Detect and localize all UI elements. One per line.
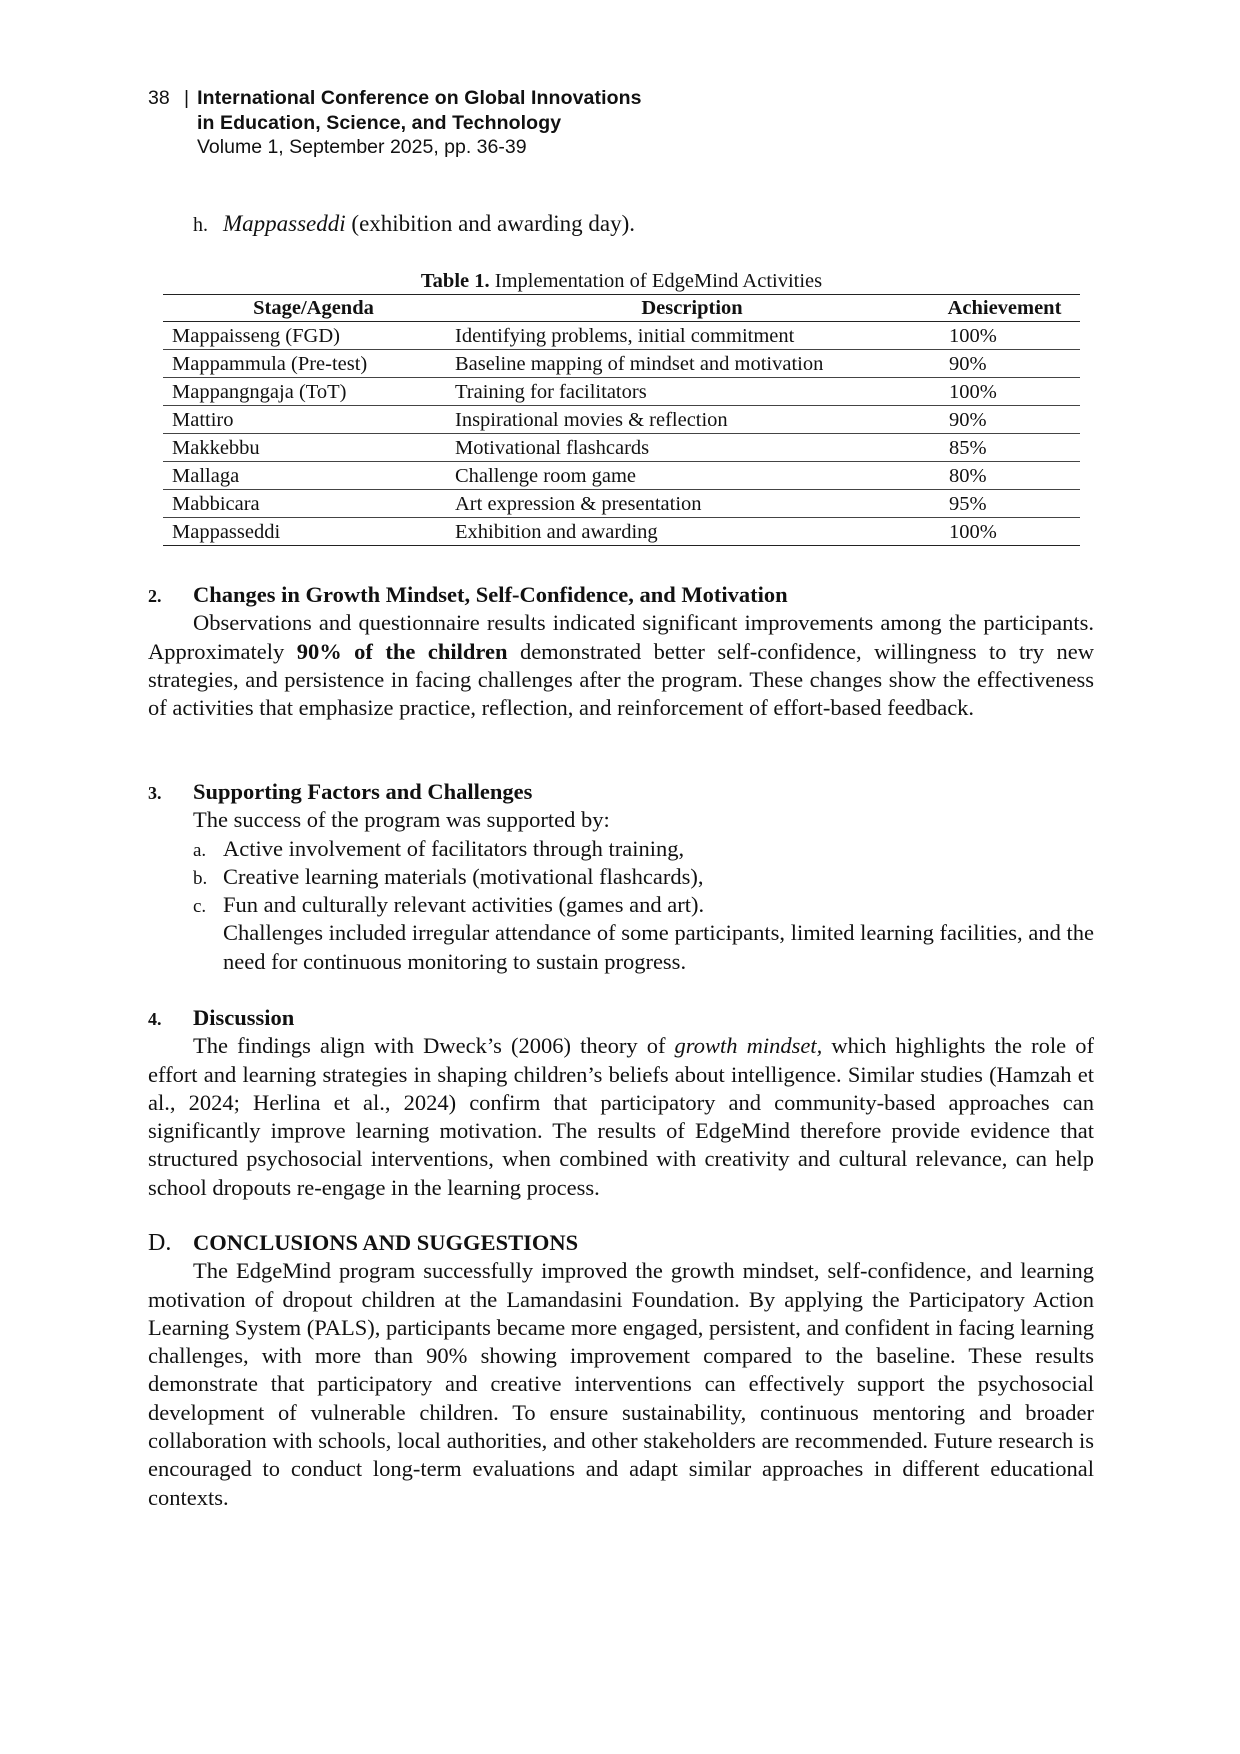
list-item [148,863,1094,891]
table-cell: Exhibition and awarding [455,518,929,546]
table-caption-text: Implementation of EdgeMind Activities [489,270,823,292]
list-item-text: Active involvement of facilitators through training, [223,835,685,861]
header-line-1 [148,86,642,111]
section-letter: D. [148,1230,172,1256]
table-cell: Mappasseddi [163,518,455,546]
column-header: Description [455,295,929,322]
table-cell: Motivational flashcards [455,434,929,462]
table-1 [163,268,1080,546]
column-header: Stage/Agenda [163,295,455,322]
table-cell: 80% [929,462,1080,490]
paragraph-text: Observations and questionnaire results indicated significant improvements among the participants. Approximately [148,610,1094,664]
list-item-text: Fun and culturally relevant activities (games and art). [223,892,705,918]
section-3 [148,778,1094,976]
section-heading [148,1004,1094,1032]
table-cell: Challenge room game [455,462,929,490]
section-title: CONCLUSIONS AND SUGGESTIONS [193,1230,579,1255]
table-row [163,434,1080,462]
conference-title-line1: International Conference on Global Innovations [197,87,642,109]
table-cell: 85% [929,434,1080,462]
table-cell: Mappangngaja (ToT) [163,378,455,406]
section-4 [148,1004,1094,1202]
table-header-row [163,295,1080,322]
page-number: 38 [148,87,170,109]
list-marker: c. [193,896,207,918]
list-item [148,891,1094,919]
table-row [163,490,1080,518]
table-cell: Mappaisseng (FGD) [163,322,455,350]
section-title: Supporting Factors and Challenges [193,779,533,804]
activities-table [163,294,1080,546]
table-caption-label: Table 1. [420,270,490,292]
paragraph-text: The findings align with Dweck’s (2006) theory of [193,1033,675,1059]
challenges-paragraph: Challenges included irregular attendance of some participants, limited learning facilities, and the need for continuous monitoring to sustain progress. [223,920,1094,974]
section-title: Changes in Growth Mindset, Self-Confidence, and Motivation [193,582,788,607]
bold-emphasis: 90% of the children [296,638,508,664]
section-number: 3. [148,783,162,803]
table-cell: 90% [929,350,1080,378]
table-cell: Training for facilitators [455,378,929,406]
table-row [163,518,1080,546]
table-cell: Baseline mapping of mindset and motivation [455,350,929,378]
section-2 [148,581,1094,722]
section-intro: The success of the program was supported by: [193,807,610,833]
table-row [163,378,1080,406]
paragraph-text: demonstrated better self-confidence, willingness to try new strategies, and persistence in facing challenges after the program. These changes show the effectiveness of activities that emphasize practice, reflection, and reinforcement of effort-based feedback. [148,638,1094,721]
table-row [163,322,1080,350]
table-row [163,406,1080,434]
list-marker: b. [193,867,208,889]
table-cell: 100% [929,518,1080,546]
table-cell: Inspirational movies & reflection [455,406,929,434]
running-header [148,86,642,160]
list-item-text: (exhibition and awarding day). [345,211,636,236]
header-separator: | [184,87,190,109]
italic-term: Mappasseddi [223,211,346,236]
table-cell: Art expression & presentation [455,490,929,518]
section-heading [148,778,1094,806]
section-d [148,1229,1094,1512]
list-item [148,835,1094,863]
table-cell: 95% [929,490,1080,518]
table-cell: 100% [929,322,1080,350]
section-heading [148,581,1094,609]
conclusion-paragraph: The EdgeMind program successfully improved the growth mindset, self-confidence, and learning motivation of dropout children at the Lamandasini Foundation. By applying the Participatory Action Learning System (PALS), participants became more engaged, persistent, and confident in facing learning challenges, with more than 90% showing improvement compared to the baseline. These results demonstrate that participatory and creative interventions can effectively support the psychosocial development of vulnerable children. To ensure sustainability, continuous mentoring and broader collaboration with schools, local authorities, and other stakeholders are recommended. Future research is encouraged to conduct long-term evaluations and adapt similar approaches in different educational contexts. [148,1258,1094,1510]
section-paragraph [148,1032,1094,1202]
section-number: 4. [148,1009,162,1029]
table-cell: 100% [929,378,1080,406]
list-item-h [193,211,635,237]
table-cell: Mallaga [163,462,455,490]
section-heading [148,1229,1094,1257]
supporting-factors-list [148,835,1094,920]
list-marker: a. [193,839,207,861]
table-cell: Makkebbu [163,434,455,462]
table-row [163,462,1080,490]
paragraph-text: which highlights the role of effort and learning strategies in shaping children’s beliefs about intelligence. Similar studies (Hamzah et al., 2024; Herlina et al., 2024) confirm that participatory and community-based approaches can significantly improve learning motivation. The results of EdgeMind therefore provide evidence that structured psychosocial interventions, when combined with creativity and cultural relevance, can help school dropouts re-engage in the learning process. [148,1033,1094,1200]
column-header: Achievement [929,295,1080,322]
section-paragraph [148,609,1094,722]
table-caption [163,268,1080,294]
conference-title-line2: in Education, Science, and Technology [197,111,562,134]
table-cell: Mappammula (Pre-test) [163,350,455,378]
list-item-text: Creative learning materials (motivational flashcards), [223,863,704,889]
table-cell: Mattiro [163,406,455,434]
table-row [163,350,1080,378]
table-cell: Mabbicara [163,490,455,518]
table-cell: 90% [929,406,1080,434]
italic-emphasis: growth mindset, [674,1033,823,1059]
section-number: 2. [148,586,162,606]
section-title: Discussion [193,1005,295,1030]
volume-info: Volume 1, September 2025, pp. 36-39 [197,136,527,158]
list-marker: h. [193,214,208,236]
table-cell: Identifying problems, initial commitment [455,322,929,350]
